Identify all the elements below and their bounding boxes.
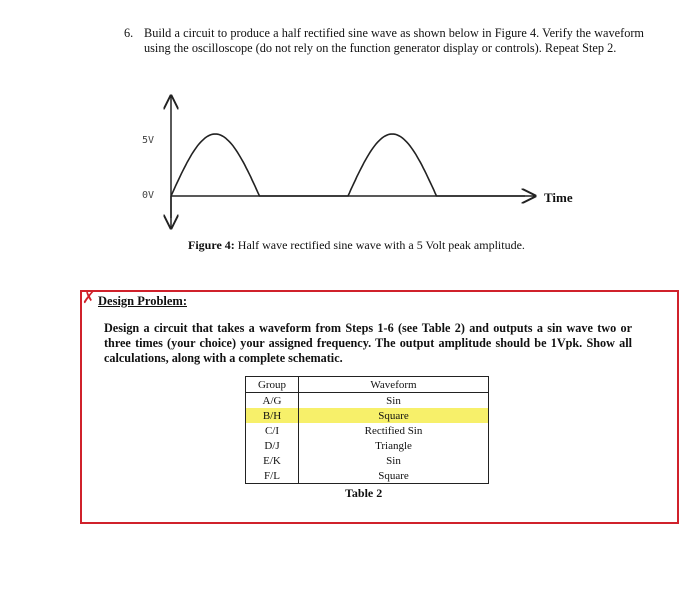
step-6: [124, 26, 644, 56]
step-number: 6.: [124, 26, 134, 40]
table-header-group: Group: [246, 377, 299, 393]
y-tick-5v: 5V: [142, 135, 155, 146]
table-row: [246, 468, 489, 484]
figure-caption-label: Figure 4:: [188, 238, 235, 252]
waveform-line: [171, 134, 525, 196]
table-row: [246, 423, 489, 438]
waveform-cell: Triangle: [299, 438, 489, 453]
table-header-waveform: Waveform: [299, 377, 489, 393]
waveform-cell: Sin: [299, 393, 489, 409]
waveform-cell: Square: [299, 468, 489, 484]
group-cell: F/L: [246, 468, 299, 484]
group-cell: B/H: [246, 408, 299, 423]
waveform-cell: Rectified Sin: [299, 423, 489, 438]
figure-4: [130, 90, 600, 220]
group-waveform-table: [245, 376, 489, 484]
waveform-plot: [130, 90, 600, 230]
x-mark-icon: ✗: [82, 288, 96, 307]
x-axis-label: Time: [544, 190, 573, 205]
figure-caption: [188, 238, 525, 253]
group-cell: D/J: [246, 438, 299, 453]
waveform-cell: Square: [299, 408, 489, 423]
step-text: Build a circuit to produce a half rectified sine wave as shown below in Figure 4. Verify the waveform using the oscilloscope (do not rely on the function generator display or controls). Repeat Step 2.: [144, 26, 644, 55]
group-cell: C/I: [246, 423, 299, 438]
group-cell: E/K: [246, 453, 299, 468]
waveform-cell: Sin: [299, 453, 489, 468]
group-cell: A/G: [246, 393, 299, 409]
figure-caption-text: Half wave rectified sine wave with a 5 Volt peak amplitude.: [234, 238, 525, 252]
design-problem-text: Design a circuit that takes a waveform from Steps 1-6 (see Table 2) and outputs a sin wave two or three times (your choice) your assigned frequency. The output amplitude should be 1Vpk. Show all calculations, along with a complete schematic.: [104, 321, 632, 365]
table-caption: Table 2: [345, 486, 383, 500]
table-row: [246, 393, 489, 409]
design-problem-title: Design Problem:: [98, 294, 187, 308]
y-tick-0v: 0V: [142, 190, 155, 201]
table-row: [246, 453, 489, 468]
table-row: [246, 438, 489, 453]
table-row-highlighted: [246, 408, 489, 423]
